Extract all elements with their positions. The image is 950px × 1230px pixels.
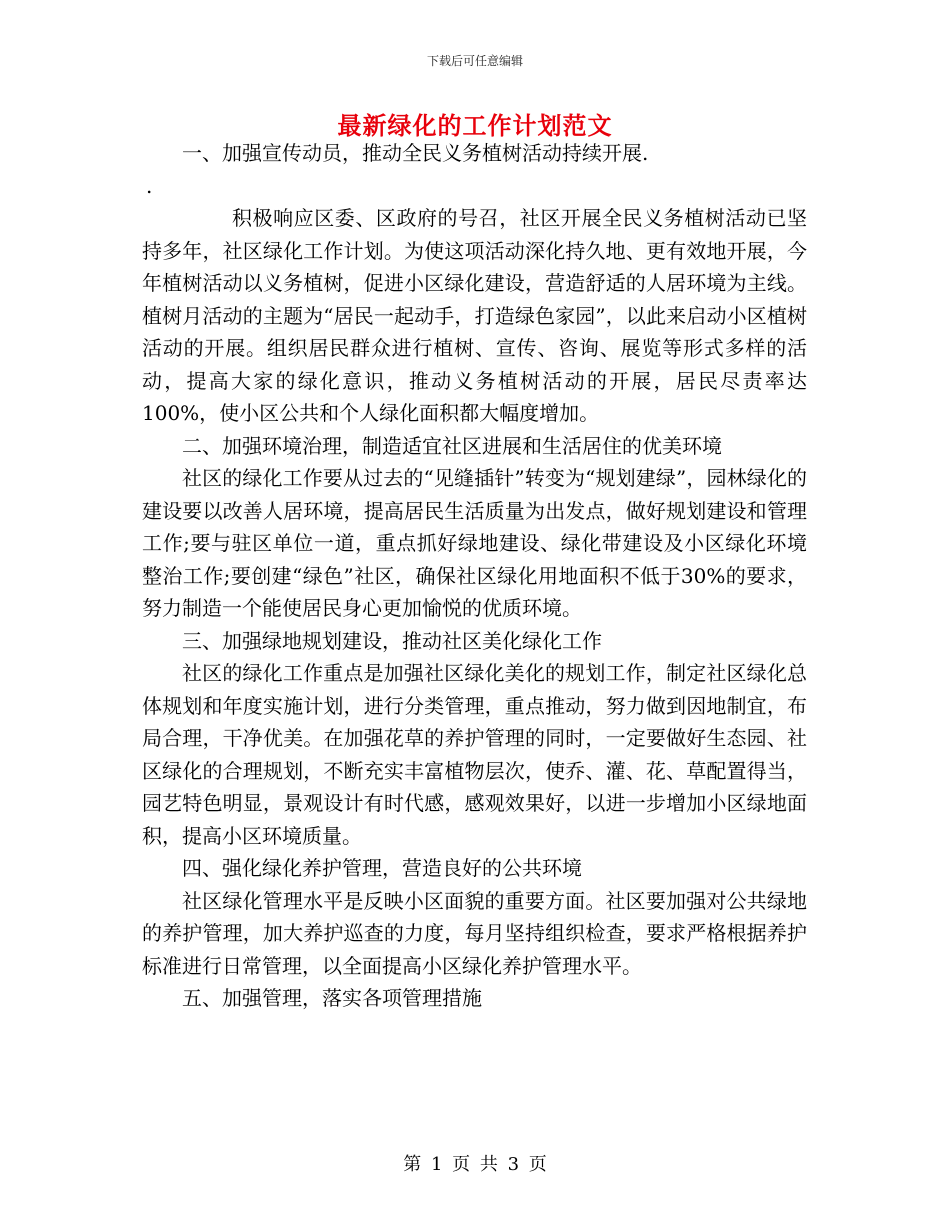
section-heading-3: 三、加强绿地规划建设，推动社区美化绿化工作 (182, 628, 602, 653)
header-note: 下载后可任意编辑 (426, 54, 523, 68)
section-heading-5: 五、加强管理，落实各项管理措施 (182, 986, 482, 1010)
section-body-3: 社区的绿化工作重点是加强社区绿化美化的规划工作，制定社区绿化总体规划和年度实施计划，进行分类管理，重点推动，努力做到因地制宜，布局合理，干净优美。在加强花草的养护管理的同时，一定要做好生态园、社区绿化的合理规划，不断充实丰富植物层次，使乔、灌、花、草配置得当，园艺特色明显，景观设计有时代感，感观效果好，以进一步增加小区绿地面积，提高小区环境质量。 (142, 661, 807, 848)
document-body (142, 137, 807, 1015)
section-body-4: 社区绿化管理水平是反映小区面貌的重要方面。社区要加强对公共绿地的养护管理，加大养护巡查的力度，每月坚持组织检查，要求严格根据养护标准进行日常管理，以全面提高小区绿化养护管理水平。 (142, 888, 807, 978)
separator-dot: . (146, 173, 153, 198)
document-title: 最新绿化的工作计划范文 (337, 111, 613, 140)
section-heading-1: 一、加强宣传动员，推动全民义务植树活动持续开展. (182, 141, 649, 165)
section-body-1: 积极响应区委、区政府的号召，社区开展全民义务植树活动已坚持多年，社区绿化工作计划。为使这项活动深化持久地、更有效地开展，今年植树活动以义务植树，促进小区绿化建设，营造舒适的人居环境为主线。植树月活动的主题为“居民一起动手，打造绿色家园”，以此来启动小区植树活动的开展。组织居民群众进行植树、宣传、咨询、展览等形式多样的活动，提高大家的绿化意识，推动义务植树活动的开展，居民尽责率达100%，使小区公共和个人绿化面积都大幅度增加。 (142, 206, 807, 425)
section-heading-4: 四、强化绿化养护管理，营造良好的公共环境 (182, 856, 582, 880)
section-heading-2: 二、加强环境治理，制造适宜社区进展和生活居住的优美环境 (182, 433, 722, 458)
page-number: 第 1 页 共 3 页 (403, 1154, 547, 1175)
section-body-2: 社区的绿化工作要从过去的“见缝插针”转变为“规划建绿”，园林绿化的建设要以改善人居环境，提高居民生活质量为出发点，做好规划建设和管理工作;要与驻区单位一道，重点抓好绿地建设、绿化带建设及小区绿化环境整治工作;要创建“绿色”社区，确保社区绿化用地面积不低于30%的要求，努力制造一个能使居民身心更加愉悦的优质环境。 (142, 466, 807, 620)
